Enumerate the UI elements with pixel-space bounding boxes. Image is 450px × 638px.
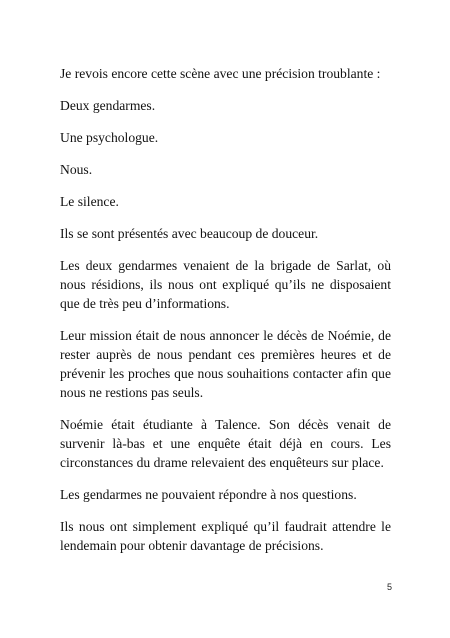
paragraph-4: Nous. <box>60 162 93 177</box>
paragraph-11: Ils nous ont simplement expliqué qu’il faudrait attendre le lendemain pour obtenir davantage de précisions. <box>60 519 391 553</box>
paragraph-8: Leur mission était de nous annoncer le décès de Noémie, de rester auprès de nous pendant ces premières heures et de prévenir les proches que nous souhaitions contacter afin que nous ne restions pas seuls. <box>60 328 391 400</box>
paragraph-9: Noémie était étudiante à Talence. Son décès venait de survenir là-bas et une enquête était déjà en cours. Les circonstances du drame relevaient des enquêteurs sur place. <box>60 417 391 470</box>
paragraph-10: Les gendarmes ne pouvaient répondre à nos questions. <box>60 487 357 502</box>
paragraph-2: Deux gendarmes. <box>60 98 156 113</box>
paragraph-6: Ils se sont présentés avec beaucoup de douceur. <box>60 226 319 241</box>
paragraph-7: Les deux gendarmes venaient de la brigade de Sarlat, où nous résidions, ils nous ont expliqué qu’ils ne disposaient que de très peu d’informations. <box>60 258 391 311</box>
body-text <box>60 64 391 568</box>
paragraph-5: Le silence. <box>60 194 119 209</box>
paragraph-3: Une psychologue. <box>60 130 159 145</box>
paragraph-1: Je revois encore cette scène avec une précision troublante : <box>60 66 381 81</box>
page-number: 5 <box>386 582 392 592</box>
